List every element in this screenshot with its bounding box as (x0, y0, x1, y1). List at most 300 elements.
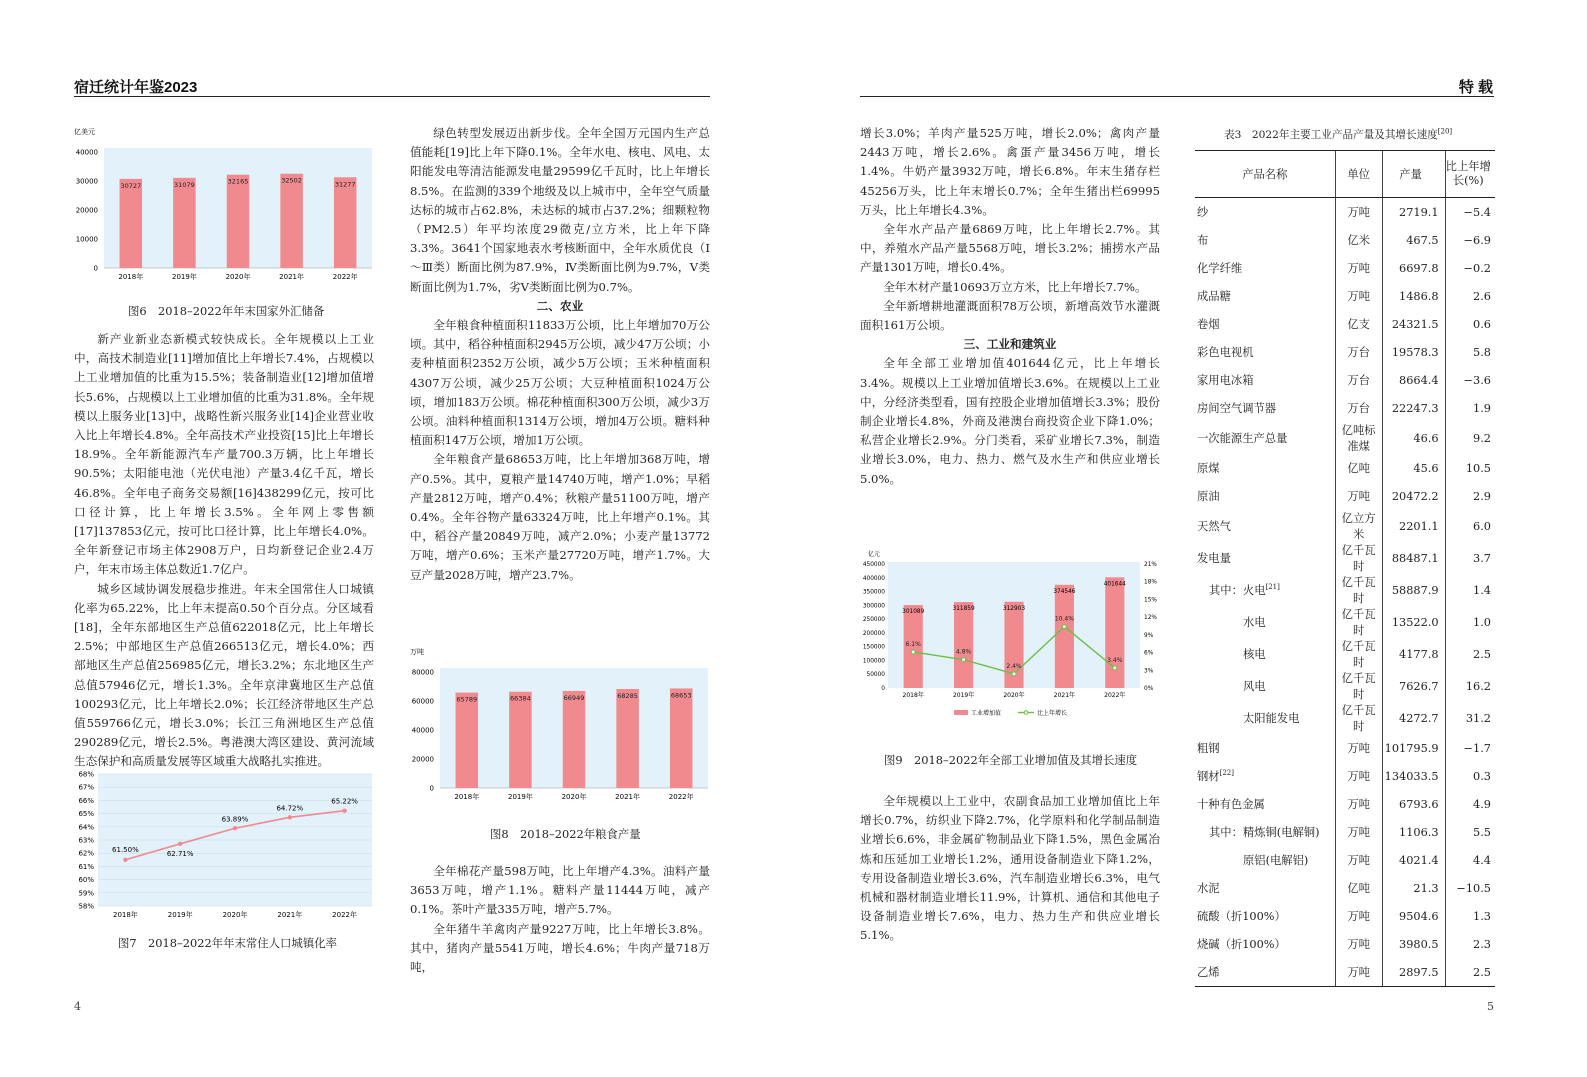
table-row (1195, 734, 1495, 762)
cell-unit-text: 万吨 (1347, 290, 1370, 303)
cell-growth-text: 5.5 (1473, 825, 1491, 839)
fig6-caption: 图6 2018–2022年年末国家外汇储备 (128, 304, 325, 318)
cell-output-text: 101795.9 (1384, 741, 1439, 755)
bar (1055, 585, 1074, 688)
y-tick-label: 62% (78, 849, 94, 858)
col-header-growth: 比上年增长(%) (1445, 151, 1495, 198)
table-row (1195, 394, 1495, 422)
cell-growth-text: 2.6 (1473, 289, 1491, 303)
cell-product-name-text: 水泥 (1197, 882, 1220, 895)
paragraph: 全年粮食产量68653万吨，比上年增加368万吨，增产0.5%。其中，夏粮产量14740万吨，增产1.0%；早稻产量2812万吨，增产0.4%；秋粮产量51100万吨，增产0.4%。全年谷物产量63324万吨，比上年增产0.1%。其中，稻谷产量20849万吨，减产2.0%；小麦产量13772万吨，增产0.6%；玉米产量27720万吨，增产1.7%。大豆产量2028万吨，增产23.7%。 (410, 452, 710, 582)
cell-growth (1445, 958, 1495, 987)
table-row (1195, 574, 1495, 606)
cell-product-name (1195, 702, 1335, 734)
cell-unit-text: 万吨 (1347, 490, 1370, 503)
data-label: 64.72% (276, 804, 304, 813)
cell-product-name-text: 家用电冰箱 (1197, 374, 1254, 387)
cell-growth-text: −0.2 (1463, 261, 1491, 275)
legend-swatch-bars (954, 710, 968, 715)
y2-tick-label: 6% (1144, 650, 1154, 657)
x-tick-label: 2018年 (902, 692, 924, 699)
cell-output (1382, 846, 1445, 874)
data-label: 31277 (334, 180, 356, 189)
y-tick-label: 300000 (862, 603, 885, 610)
cell-growth (1445, 454, 1495, 482)
table-row (1195, 930, 1495, 958)
table-row (1195, 818, 1495, 846)
unit-label: 万吨 (410, 648, 424, 656)
cell-unit (1335, 958, 1382, 987)
cell-output-text: 45.6 (1413, 461, 1439, 475)
cell-unit (1335, 394, 1382, 422)
cell-product-name (1195, 366, 1335, 394)
cell-unit (1335, 574, 1382, 606)
cell-product-name (1195, 958, 1335, 987)
y2-tick-label: 0% (1144, 686, 1154, 692)
paragraph: 新产业新业态新模式较快成长。全年规模以上工业中，高技术制造业[11]增加值比上年增长7.4%，占规模以上工业增加值的比重为15.5%；装备制造业[12]增加值增长5.6%，占规模以上工业增加值的比重为31.8%。全年规模以上服务业[13]中，战略性新兴服务业[14]企业营业收入比上年增长4.8%。全年高技术产业投资[15]比上年增长18.9%。全年新能源汽车产量700.3万辆，比上年增长90.5%；太阳能电池（光伏电池）产量3.4亿千瓦，增长46.8%。全年电子商务交易额[16]438299亿元，按可比口径计算，比上年增长3.5%。全年网上零售额[17]137853亿元，按可比口径计算，比上年增长4.0%。全年新登记市场主体2908万户，日均新登记企业2.4万户，年末市场主体总数近1.7亿户。 (74, 332, 374, 577)
fig8-caption: 图8 2018–2022年粮食产量 (490, 827, 641, 841)
cell-product-name (1195, 734, 1335, 762)
y-tick-label: 450000 (862, 562, 885, 568)
x-tick-label: 2022年 (1104, 692, 1126, 699)
cell-growth (1445, 818, 1495, 846)
data-label: 401644 (1103, 581, 1126, 588)
y-tick-label: 0 (93, 264, 98, 273)
cell-unit-text: 万吨 (1347, 966, 1370, 979)
cell-growth-text: 1.3 (1473, 909, 1491, 923)
cell-growth-text: 2.9 (1473, 489, 1491, 503)
cell-growth (1445, 422, 1495, 454)
cell-unit (1335, 790, 1382, 818)
cell-product-name (1195, 282, 1335, 310)
cell-growth (1445, 310, 1495, 338)
cell-output (1382, 454, 1445, 482)
table3-caption-text: 表3 2022年主要工业产品产量及其增长速度 (1224, 129, 1438, 141)
cell-growth-text: 10.5 (1465, 461, 1491, 475)
cell-unit (1335, 510, 1382, 542)
table-row (1195, 366, 1495, 394)
cell-product-name (1195, 930, 1335, 958)
cell-product-name-text: 纱 (1197, 206, 1209, 219)
cell-output (1382, 874, 1445, 902)
cell-output-text: 467.5 (1406, 233, 1439, 247)
page-number-right: 5 (1487, 1000, 1494, 1013)
cell-product-name-text: 发电量 (1197, 552, 1231, 565)
y-tick-label: 200000 (862, 630, 885, 637)
cell-product-name-text: 原油 (1197, 490, 1220, 503)
cell-product-name-text: 房间空气调节器 (1197, 402, 1277, 415)
cell-output-text: 1106.3 (1399, 825, 1439, 839)
y-tick-label: 30000 (75, 177, 98, 186)
text-column-2-bottom (410, 862, 710, 977)
cell-product-name-text: 卷烟 (1197, 318, 1220, 331)
cell-unit-text: 亿千瓦时 (1341, 576, 1376, 605)
cell-growth-text: 31.2 (1465, 711, 1491, 725)
cell-output-text: 7626.7 (1399, 679, 1439, 693)
cell-output (1382, 670, 1445, 702)
cell-output-text: 2897.5 (1399, 965, 1439, 979)
data-label: 301089 (902, 609, 925, 616)
y-tick-label: 67% (78, 783, 94, 792)
cell-product-name (1195, 902, 1335, 930)
cell-unit-text: 亿米 (1347, 234, 1370, 247)
cell-output-text: 88487.1 (1391, 551, 1439, 565)
unit-label: 亿元 (868, 551, 881, 558)
cell-product-name-text: 水电 (1243, 616, 1266, 629)
cell-unit (1335, 482, 1382, 510)
data-label: 311859 (952, 606, 975, 613)
cell-unit (1335, 254, 1382, 282)
cell-product-name-text: 一次能源生产总量 (1197, 432, 1288, 445)
paragraph: 城乡区域协调发展稳步推进。年末全国常住人口城镇化率为65.22%，比上年末提高0.50个百分点。分区域看[18]，全年东部地区生产总值622018亿元，比上年增长2.5%；中部地区生产总值266513亿元，增长4.0%；西部地区生产总值256985亿元，增长3.2%；东北地区生产总值57946亿元，增长1.3%。全年京津冀地区生产总值100293亿元，比上年增长2.0%；长江经济带地区生产总值559766亿元，增长3.0%；长江三角洲地区生产总值290289亿元，增长2.5%。粤港澳大湾区建设、黄河流域生态保护和高质量发展等区域重大战略扎实推进。 (74, 581, 374, 769)
page-number-left: 4 (74, 1000, 81, 1013)
cell-unit (1335, 422, 1382, 454)
cell-output (1382, 366, 1445, 394)
data-point (123, 858, 127, 862)
bar (456, 693, 479, 788)
data-label: 66384 (510, 694, 531, 703)
data-label: 32502 (281, 176, 302, 185)
x-tick-label: 2022年 (332, 273, 358, 281)
cell-output (1382, 510, 1445, 542)
cell-output-text: 4021.4 (1399, 853, 1439, 867)
table-row (1195, 254, 1495, 282)
y-tick-label: 10000 (75, 235, 98, 244)
paragraph: 绿色转型发展迈出新步伐。全年全国万元国内生产总值能耗[19]比上年下降0.1%。全年水电、核电、风电、太阳能发电等清洁能源发电量29599亿千瓦时，比上年增长8.5%。在监测的339个地级及以上城市中，全年空气质量达标的城市占62.8%，未达标的城市占37.2%；细颗粒物（PM2.5）年平均浓度29微克/立方米，比上年下降3.3%。3641个国家地表水考核断面中，全年水质优良（Ⅰ～Ⅲ类）断面比例为87.9%，Ⅳ类断面比例为9.7%，Ⅴ类断面比例为1.7%，劣Ⅴ类断面比例为0.7%。 (410, 126, 710, 294)
cell-output-text: 6697.8 (1399, 261, 1439, 275)
x-tick-label: 2018年 (118, 273, 144, 281)
unit-label: 亿美元 (74, 128, 95, 136)
line-data-label: 2.4% (1006, 662, 1022, 670)
data-label: 30727 (120, 181, 142, 190)
data-label: 65.22% (331, 797, 358, 806)
y-tick-label: 80000 (411, 668, 434, 677)
cell-unit (1335, 198, 1382, 227)
cell-growth (1445, 762, 1495, 790)
cell-output (1382, 734, 1445, 762)
table-row (1195, 282, 1495, 310)
table-row (1195, 338, 1495, 366)
cell-product-name (1195, 454, 1335, 482)
cell-output (1382, 422, 1445, 454)
y-tick-label: 350000 (862, 589, 885, 596)
text-column-3-bottom (860, 792, 1160, 946)
table-row (1195, 762, 1495, 790)
table-row (1195, 790, 1495, 818)
y-tick-label: 58% (78, 902, 94, 911)
cell-output (1382, 542, 1445, 574)
cell-unit (1335, 606, 1382, 638)
cell-growth-text: 4.9 (1473, 797, 1491, 811)
cell-product-name-text: 布 (1197, 234, 1209, 247)
cell-unit-text: 亿吨标准煤 (1341, 424, 1376, 453)
cell-product-name-text: 钢材 (1197, 770, 1220, 783)
cell-output (1382, 702, 1445, 734)
cell-growth-text: 1.0 (1473, 615, 1491, 629)
data-point (1012, 672, 1016, 676)
cell-unit (1335, 638, 1382, 670)
cell-unit (1335, 542, 1382, 574)
paragraph: 全年猪牛羊禽肉产量9227万吨，比上年增长3.8%。其中，猪肉产量5541万吨，增长4.6%；牛肉产量718万吨， (410, 921, 710, 975)
data-label: 31079 (174, 180, 195, 189)
cell-growth (1445, 930, 1495, 958)
cell-product-name (1195, 670, 1335, 702)
cell-product-name (1195, 762, 1335, 790)
line-data-label: 10.4% (1054, 615, 1074, 623)
data-label: 312903 (1002, 605, 1026, 612)
y-tick-label: 20000 (411, 755, 434, 764)
col-header-output: 产量 (1382, 151, 1445, 198)
bar (954, 602, 973, 688)
cell-growth (1445, 254, 1495, 282)
cell-product-name-text: 粗钢 (1197, 742, 1220, 755)
cell-growth-text: 3.7 (1473, 551, 1491, 565)
data-label: 65789 (456, 695, 478, 704)
y-tick-label: 68% (78, 770, 94, 779)
cell-product-name-text: 乙烯 (1197, 966, 1220, 979)
legend-marker (1024, 711, 1028, 715)
x-tick-label: 2018年 (454, 793, 480, 801)
cell-growth-text: 2.3 (1473, 937, 1491, 951)
table-row (1195, 846, 1495, 874)
cell-unit-text: 万台 (1347, 402, 1370, 415)
bar (173, 178, 196, 268)
paragraph: 全年水产品产量6869万吨，比上年增长2.7%。其中，养殖水产品产量5568万吨，增长3.2%；捕捞水产品产量1301万吨，增长0.4%。 (860, 222, 1160, 275)
data-point (288, 815, 292, 819)
cell-unit (1335, 702, 1382, 734)
y-tick-label: 250000 (862, 617, 885, 624)
paragraph: 全年规模以上工业中，农副食品加工业增加值比上年增长0.7%，纺织业下降2.7%，化学原料和化学制品制造业增长6.6%，非金属矿物制品业下降1.5%，黑色金属冶炼和压延加工业增长1.2%，通用设备制造业下降1.2%，专用设备制造业增长3.6%，汽车制造业增长6.3%，电气机械和器材制造业增长11.9%，计算机、通信和其他电子设备制造业增长7.6%，电力、热力生产和供应业增长5.1%。 (860, 794, 1160, 943)
cell-growth (1445, 606, 1495, 638)
cell-product-name (1195, 198, 1335, 227)
cell-product-name (1195, 790, 1335, 818)
cell-product-name-text: 太阳能发电 (1243, 712, 1300, 725)
cell-output (1382, 394, 1445, 422)
cell-output (1382, 282, 1445, 310)
cell-output (1382, 790, 1445, 818)
cell-unit (1335, 818, 1382, 846)
fig9-caption: 图9 2018–2022年全部工业增加值及其增长速度 (884, 753, 1138, 767)
cell-unit (1335, 226, 1382, 254)
table3-caption (1224, 127, 1452, 142)
cell-product-name (1195, 422, 1335, 454)
bar (280, 174, 303, 268)
paragraph: 全年新增耕地灌溉面积78万公顷，新增高效节水灌溉面积161万公顷。 (860, 298, 1160, 333)
chart-industrial-value-added (858, 550, 1162, 722)
cell-growth-text: −5.4 (1463, 205, 1491, 219)
chart-foreign-reserves (74, 126, 376, 288)
cell-growth-text: −10.5 (1456, 881, 1491, 895)
cell-output (1382, 930, 1445, 958)
cell-output-text: 58887.9 (1391, 583, 1439, 597)
table-row (1195, 198, 1495, 227)
cell-product-name (1195, 226, 1335, 254)
cell-output (1382, 338, 1445, 366)
x-tick-label: 2019年 (952, 692, 975, 699)
y2-tick-label: 12% (1144, 615, 1157, 622)
y2-tick-label: 21% (1144, 562, 1157, 568)
x-tick-label: 2021年 (1053, 692, 1076, 699)
cell-growth-text: 5.8 (1473, 345, 1491, 359)
bar (227, 175, 250, 268)
data-point (962, 658, 966, 662)
cell-product-name-text: 原铝(电解铝) (1243, 854, 1309, 867)
cell-growth (1445, 638, 1495, 670)
cell-output-text: 13522.0 (1391, 615, 1439, 629)
cell-growth (1445, 338, 1495, 366)
footnote-ref: [22] (1219, 769, 1234, 778)
paragraph: 全年木材产量10693万立方米，比上年增长7.7%。 (883, 279, 1147, 294)
data-label: 62.71% (166, 849, 194, 858)
table-row (1195, 482, 1495, 510)
text-column-3-top (860, 124, 1160, 489)
left-page-header: 宿迁统计年鉴2023 (74, 79, 198, 96)
cell-output-text: 20472.2 (1391, 489, 1439, 503)
cell-unit-text: 万吨 (1347, 910, 1370, 923)
left-header-rule (74, 96, 710, 97)
cell-output-text: 9504.6 (1399, 909, 1439, 923)
x-tick-label: 2021年 (279, 273, 305, 281)
cell-unit (1335, 338, 1382, 366)
cell-growth (1445, 542, 1495, 574)
y-tick-label: 400000 (862, 575, 885, 582)
cell-product-name-text: 核电 (1243, 648, 1266, 661)
cell-output-text: 134033.5 (1384, 769, 1439, 783)
cell-product-name-text: 成品糖 (1197, 290, 1231, 303)
cell-growth (1445, 226, 1495, 254)
table-row (1195, 902, 1495, 930)
y-tick-label: 60000 (411, 697, 434, 706)
cell-unit (1335, 874, 1382, 902)
cell-product-name (1195, 846, 1335, 874)
col-header-product: 产品名称 (1195, 151, 1335, 198)
cell-unit (1335, 762, 1382, 790)
cell-product-name (1195, 638, 1335, 670)
cell-unit (1335, 310, 1382, 338)
cell-product-name-text: 化学纤维 (1197, 262, 1243, 275)
bar (1105, 577, 1124, 688)
cell-unit-text: 万吨 (1347, 206, 1370, 219)
cell-output (1382, 574, 1445, 606)
y2-tick-label: 9% (1144, 632, 1154, 639)
cell-growth (1445, 670, 1495, 702)
table-row (1195, 702, 1495, 734)
right-page-header: 特 载 (1458, 79, 1493, 96)
cell-growth (1445, 510, 1495, 542)
cell-product-name (1195, 482, 1335, 510)
y-tick-label: 150000 (862, 644, 885, 651)
cell-growth-text: 6.0 (1473, 519, 1491, 533)
y2-tick-label: 18% (1144, 579, 1157, 586)
footnote-ref: [21] (1265, 583, 1280, 592)
bar (670, 688, 693, 788)
cell-output (1382, 226, 1445, 254)
cell-unit (1335, 670, 1382, 702)
line-data-label: 3.4% (1107, 656, 1123, 664)
cell-product-name (1195, 310, 1335, 338)
y2-tick-label: 15% (1144, 597, 1157, 604)
data-point (911, 650, 915, 654)
cell-product-name (1195, 574, 1335, 606)
line-data-label: 4.8% (955, 648, 972, 656)
table-row (1195, 606, 1495, 638)
cell-product-name-text: 硫酸（折100%） (1197, 910, 1286, 923)
cell-unit-text: 万吨 (1347, 826, 1370, 839)
y-tick-label: 66% (78, 796, 94, 805)
cell-unit (1335, 734, 1382, 762)
cell-unit (1335, 366, 1382, 394)
cell-growth (1445, 366, 1495, 394)
y-tick-label: 65% (78, 810, 94, 819)
cell-output (1382, 482, 1445, 510)
cell-output-text: 24321.5 (1391, 317, 1439, 331)
cell-growth (1445, 198, 1495, 227)
cell-growth (1445, 702, 1495, 734)
chart-grain-output (410, 646, 712, 808)
data-point (178, 842, 182, 846)
data-point (342, 808, 346, 812)
cell-unit-text: 亿支 (1347, 318, 1370, 331)
cell-output (1382, 818, 1445, 846)
section-heading-industry: 三、工业和建筑业 (963, 338, 1057, 352)
bar (120, 179, 143, 268)
cell-unit-text: 万吨 (1347, 770, 1370, 783)
cell-unit (1335, 930, 1382, 958)
cell-growth (1445, 846, 1495, 874)
cell-unit-text: 万吨 (1347, 854, 1370, 867)
paragraph: 增长3.0%；羊肉产量525万吨，增长2.0%；禽肉产量2443万吨，增长2.6%。禽蛋产量3456万吨，增长1.4%。牛奶产量3932万吨，增长6.8%。年末生猪存栏45256万头，比上年末增长0.7%；全年生猪出栏69995万头，比上年增长4.3%。 (860, 126, 1160, 217)
cell-growth-text: −6.9 (1463, 233, 1491, 247)
y-tick-label: 0 (429, 784, 434, 793)
cell-product-name-text: 其中：火电 (1209, 584, 1266, 597)
cell-unit-text: 万吨 (1347, 742, 1370, 755)
x-tick-label: 2019年 (167, 911, 193, 919)
cell-unit-text: 亿千瓦时 (1341, 544, 1376, 573)
cell-output-text: 6793.6 (1399, 797, 1439, 811)
cell-growth (1445, 482, 1495, 510)
cell-growth-text: 1.9 (1473, 401, 1491, 415)
x-tick-label: 2019年 (507, 793, 533, 801)
cell-growth-text: 16.2 (1465, 679, 1491, 693)
cell-growth-text: 2.5 (1473, 647, 1491, 661)
cell-product-name-text: 其中：精炼铜(电解铜) (1209, 826, 1320, 839)
table-row (1195, 310, 1495, 338)
cell-growth-text: 1.4 (1473, 583, 1491, 597)
legend-label: 比上年增长 (1037, 710, 1068, 717)
cell-growth (1445, 874, 1495, 902)
cell-output (1382, 762, 1445, 790)
cell-unit (1335, 846, 1382, 874)
cell-output (1382, 902, 1445, 930)
col-header-unit: 单位 (1335, 151, 1382, 198)
cell-unit (1335, 282, 1382, 310)
cell-output (1382, 638, 1445, 670)
cell-product-name-text: 十种有色金属 (1197, 798, 1265, 811)
table-row (1195, 510, 1495, 542)
table-row (1195, 874, 1495, 902)
cell-product-name (1195, 818, 1335, 846)
data-label: 63.89% (221, 815, 249, 824)
y-tick-label: 40000 (75, 148, 98, 157)
paragraph: 全年棉花产量598万吨，比上年增产4.3%。油料产量3653万吨，增产1.1%。糖料产量11444万吨，减产0.1%。茶叶产量335万吨，增产5.7%。 (410, 864, 710, 917)
y-tick-label: 61% (78, 862, 94, 871)
cell-unit-text: 亿千瓦时 (1341, 672, 1376, 701)
y-tick-label: 60% (78, 876, 94, 885)
y-tick-label: 59% (78, 889, 94, 898)
industrial-products-table (1195, 150, 1495, 987)
fig7-caption: 图7 2018–2022年年末常住人口城镇化率 (118, 936, 337, 950)
cell-growth-text: −3.6 (1463, 373, 1491, 387)
